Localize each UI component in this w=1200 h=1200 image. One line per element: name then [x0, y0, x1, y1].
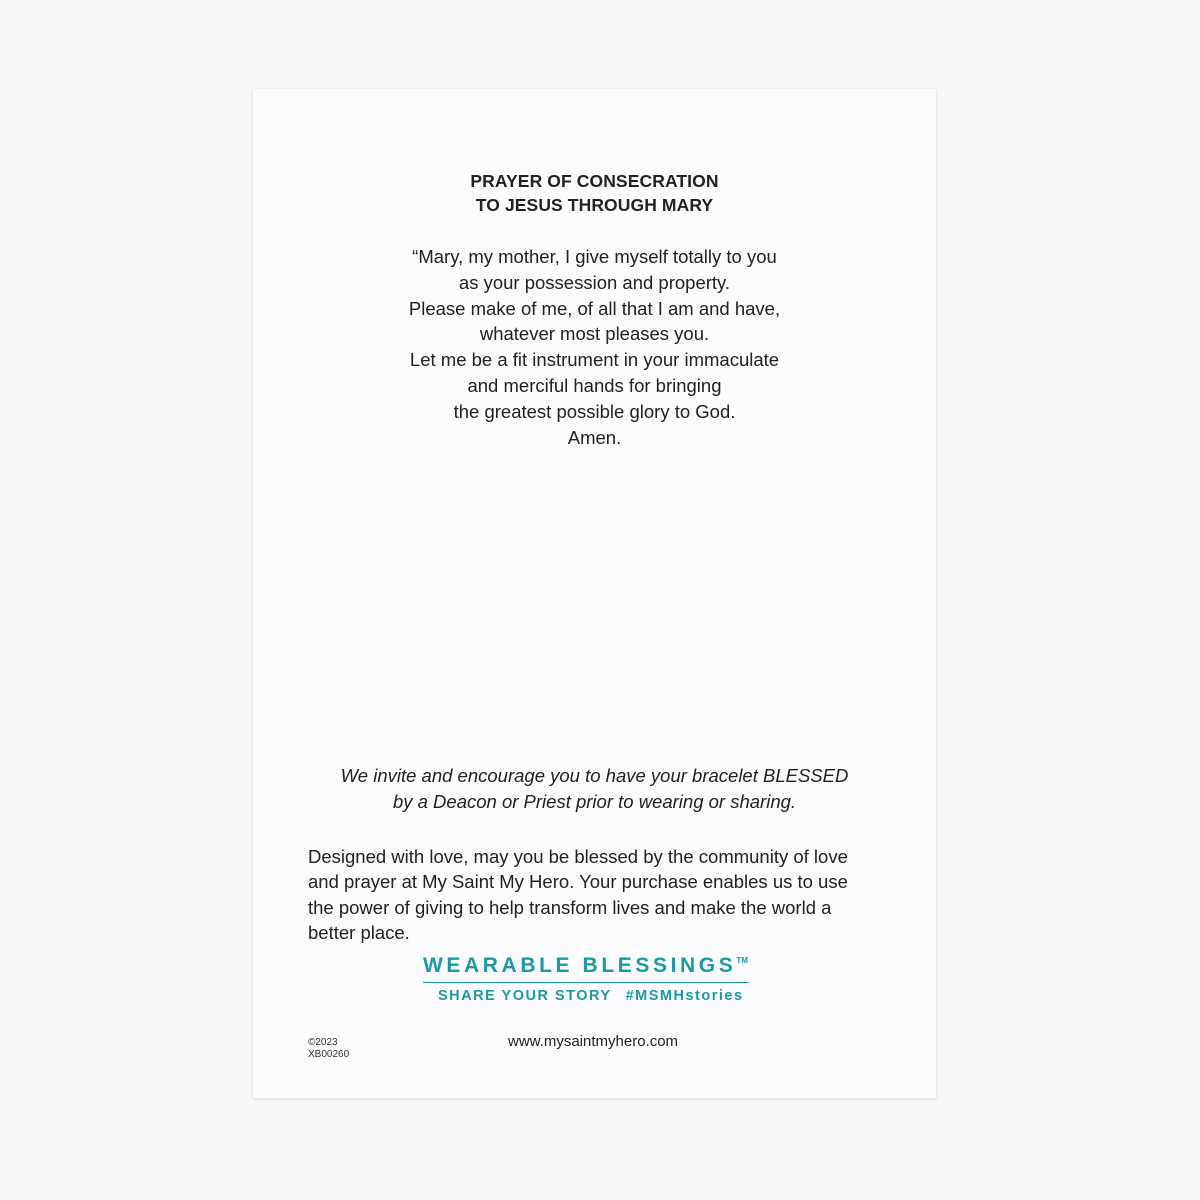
paragraph-line: Designed with love, may you be blessed by the community of love: [308, 846, 848, 867]
prayer-line: Please make of me, of all that I am and have,: [408, 297, 781, 319]
prayer-title: [253, 169, 936, 217]
trademark-mark: TM: [736, 956, 748, 965]
paragraph-line: better place.: [308, 922, 410, 944]
copyright-year: ©2023: [308, 1037, 338, 1048]
prayer-text: [253, 244, 936, 450]
prayer-title-line-2: TO JESUS THROUGH MARY: [475, 195, 714, 215]
designed-with-love-paragraph: [308, 844, 898, 946]
invitation-line: by a Deacon or Priest prior to wearing or sharing.: [392, 790, 797, 812]
prayer-line: Amen.: [567, 426, 622, 448]
blessing-invitation: [253, 763, 936, 814]
prayer-line: whatever most pleases you.: [479, 323, 710, 345]
copyright-block: [308, 1037, 349, 1061]
prayer-line: the greatest possible glory to God.: [453, 400, 736, 422]
invitation-line: We invite and encourage you to have your bracelet BLESSED: [340, 765, 849, 786]
brand-block: [423, 954, 783, 1004]
prayer-line: as your possession and property.: [458, 271, 731, 293]
prayer-card: [253, 89, 936, 1098]
paragraph-line: the power of giving to help transform lives and make the world a: [308, 896, 832, 918]
hashtag: #MSMHstories: [625, 988, 744, 1004]
prayer-line: and merciful hands for bringing: [467, 374, 722, 396]
share-tagline: [423, 988, 783, 1004]
paragraph-line: and prayer at My Saint My Hero. Your purchase enables us to use: [308, 871, 848, 893]
share-your-story: SHARE YOUR STORY: [438, 988, 612, 1004]
brand-name: WEARABLE BLESSINGS: [423, 954, 737, 977]
prayer-line: Let me be a fit instrument in your immaculate: [409, 349, 780, 371]
prayer-title-line-1: PRAYER OF CONSECRATION: [470, 171, 719, 191]
product-code: XB00260: [308, 1049, 350, 1060]
brand-logo-text: [423, 954, 748, 983]
website-url: www.mysaintmyhero.com: [508, 1033, 679, 1050]
prayer-line: “Mary, my mother, I give myself totally to you: [412, 246, 777, 267]
